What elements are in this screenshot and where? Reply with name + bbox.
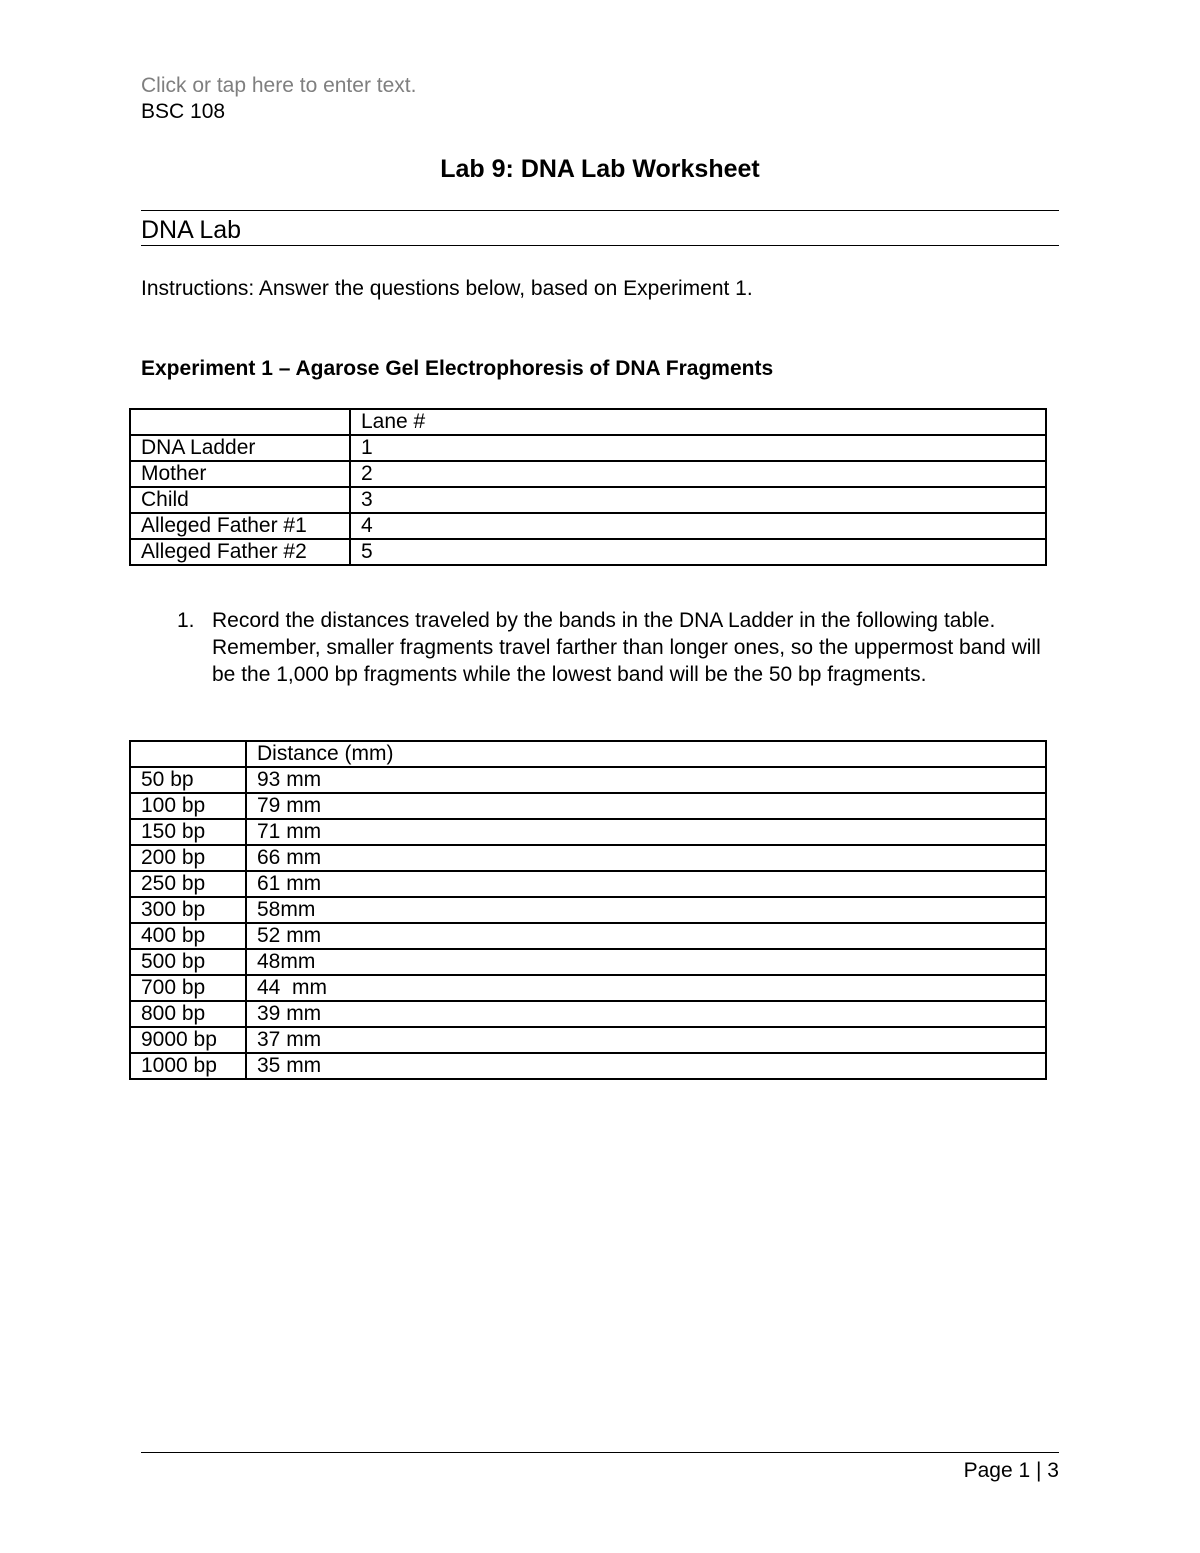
question-number: 1. (177, 609, 195, 632)
text-placeholder-field[interactable]: Click or tap here to enter text. (141, 74, 417, 97)
table-row (130, 461, 1046, 487)
table-row (130, 871, 1046, 897)
table-cell[interactable]: 58mm (246, 897, 1046, 923)
table-cell[interactable]: 39 mm (246, 1001, 1046, 1027)
document-title: Lab 9: DNA Lab Worksheet (440, 155, 760, 183)
table-cell[interactable]: 100 bp (130, 793, 246, 819)
table-cell[interactable] (130, 409, 350, 435)
section-divider-top (141, 210, 1059, 211)
table-row (130, 975, 1046, 1001)
table-cell[interactable]: 500 bp (130, 949, 246, 975)
table-row (130, 1027, 1046, 1053)
instructions-text: Instructions: Answer the questions below, based on Experiment 1. (141, 277, 753, 300)
table-cell[interactable]: 1000 bp (130, 1053, 246, 1079)
table-cell[interactable]: 71 mm (246, 819, 1046, 845)
table-cell[interactable]: 4 (350, 513, 1046, 539)
table-cell[interactable]: 37 mm (246, 1027, 1046, 1053)
table-cell[interactable]: 1 (350, 435, 1046, 461)
table-cell[interactable]: 35 mm (246, 1053, 1046, 1079)
course-code: BSC 108 (141, 100, 226, 123)
table-row (130, 767, 1046, 793)
table-cell[interactable]: 50 bp (130, 767, 246, 793)
table-row (130, 923, 1046, 949)
table-row (130, 1053, 1046, 1079)
table-cell[interactable]: 9000 bp (130, 1027, 246, 1053)
table-header-row (130, 409, 1046, 435)
table-cell[interactable]: 700 bp (130, 975, 246, 1001)
lane-assignment-table (129, 408, 1047, 566)
table-row (130, 513, 1046, 539)
section-heading: DNA Lab (141, 216, 242, 244)
table-cell[interactable]: Lane # (350, 409, 1046, 435)
table-cell[interactable]: 250 bp (130, 871, 246, 897)
question-text: Record the distances traveled by the bands in the DNA Ladder in the following table. Remember, smaller fragments travel farther than longer ones, so the uppermost band will be the 1,000 bp fragments while the lowest band will be the 50 bp fragments. (212, 609, 1041, 686)
table-row (130, 845, 1046, 871)
table-cell[interactable]: 2 (350, 461, 1046, 487)
page-number: Page 1 | 3 (963, 1459, 1059, 1482)
table-cell[interactable]: 61 mm (246, 871, 1046, 897)
table-cell[interactable] (130, 741, 246, 767)
table-cell[interactable]: 3 (350, 487, 1046, 513)
table-row (130, 1001, 1046, 1027)
table-cell[interactable]: 300 bp (130, 897, 246, 923)
table-cell[interactable]: 200 bp (130, 845, 246, 871)
table-cell[interactable]: 150 bp (130, 819, 246, 845)
table-cell[interactable]: DNA Ladder (130, 435, 350, 461)
table-row (130, 539, 1046, 565)
table-cell[interactable]: Distance (mm) (246, 741, 1046, 767)
experiment-heading: Experiment 1 – Agarose Gel Electrophoresis of DNA Fragments (141, 357, 774, 380)
table-cell[interactable]: 48mm (246, 949, 1046, 975)
table-cell[interactable]: 52 mm (246, 923, 1046, 949)
ladder-distance-table (129, 740, 1047, 1080)
table-cell[interactable]: 400 bp (130, 923, 246, 949)
footer-divider (141, 1452, 1059, 1453)
table-cell[interactable]: Alleged Father #2 (130, 539, 350, 565)
table-cell[interactable]: Child (130, 487, 350, 513)
table-row (130, 819, 1046, 845)
table-row (130, 949, 1046, 975)
table-header-row (130, 741, 1046, 767)
table-cell[interactable]: Mother (130, 461, 350, 487)
table-cell[interactable]: 93 mm (246, 767, 1046, 793)
table-row (130, 793, 1046, 819)
table-cell[interactable]: 800 bp (130, 1001, 246, 1027)
table-row (130, 897, 1046, 923)
table-cell[interactable]: 66 mm (246, 845, 1046, 871)
table-cell[interactable]: 5 (350, 539, 1046, 565)
table-row (130, 435, 1046, 461)
table-cell[interactable]: Alleged Father #1 (130, 513, 350, 539)
question-1 (141, 607, 1061, 688)
table-cell[interactable]: 44 mm (246, 975, 1046, 1001)
table-cell[interactable]: 79 mm (246, 793, 1046, 819)
table-row (130, 487, 1046, 513)
section-divider-bottom (141, 245, 1059, 246)
